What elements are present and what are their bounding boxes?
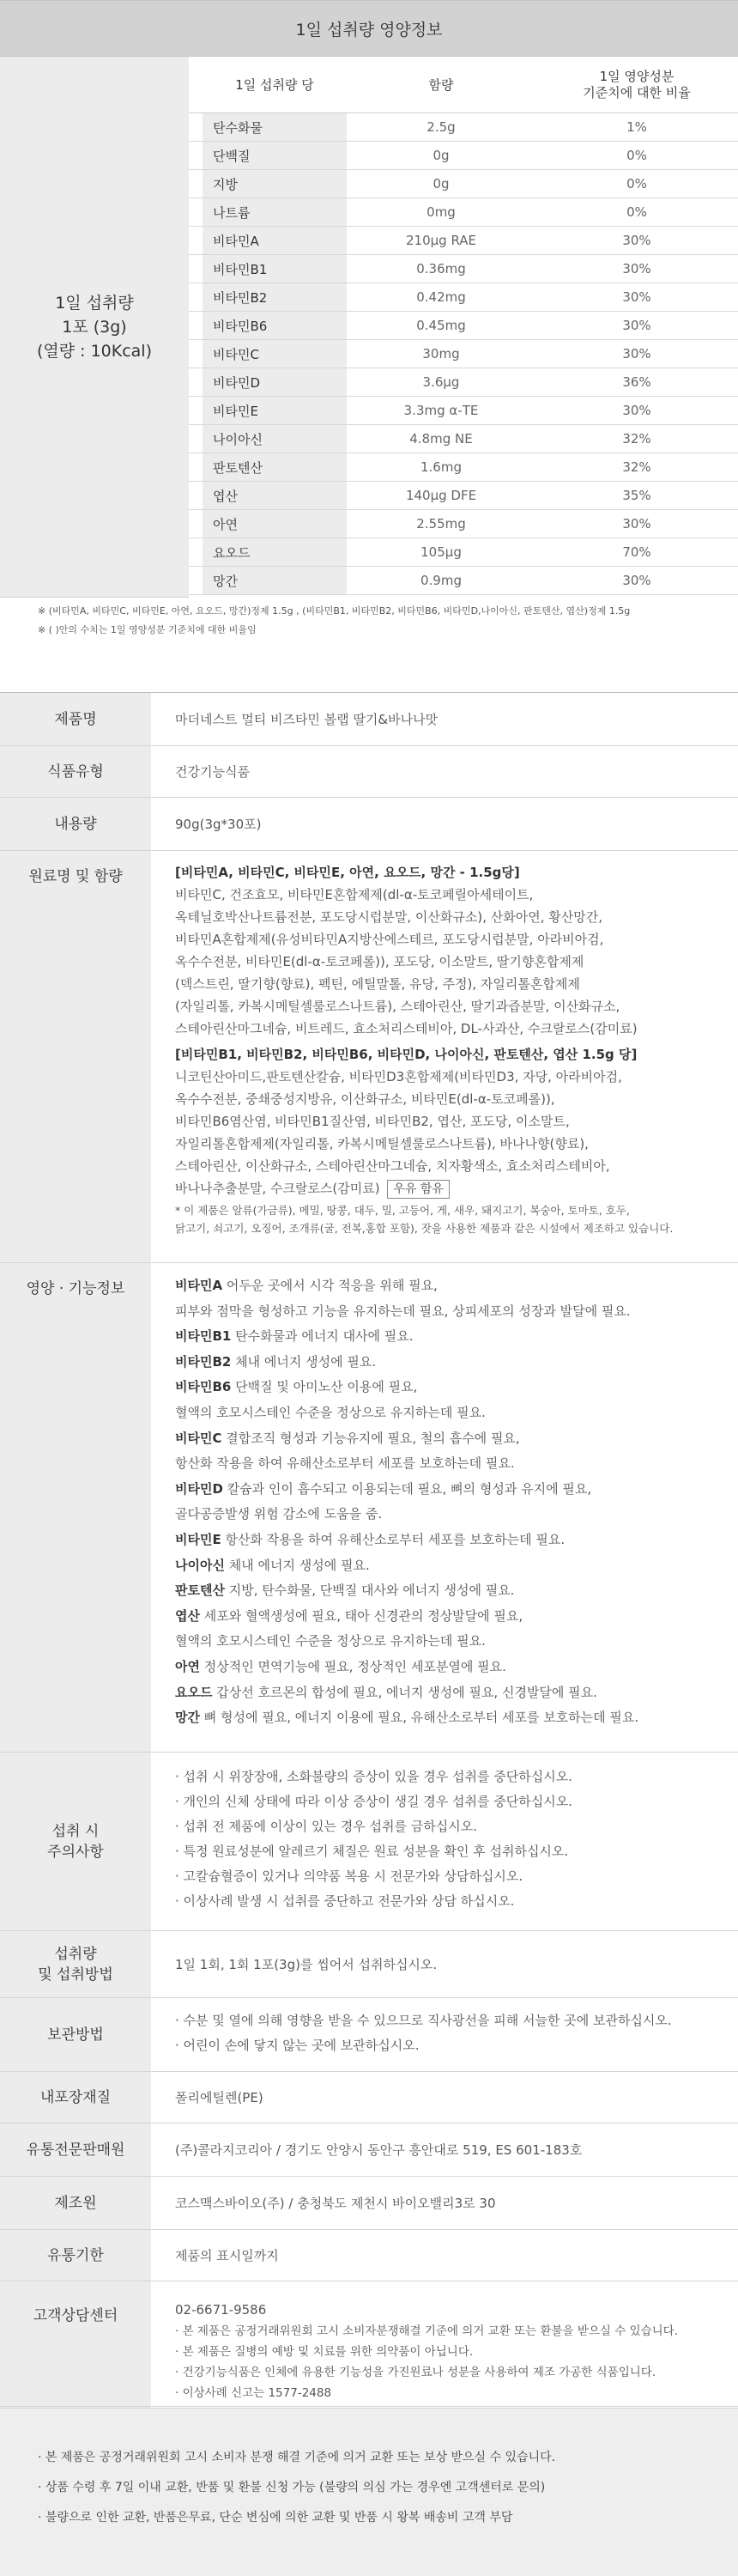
nutrient-amount: 1.6mg [420, 459, 462, 475]
header-per-serving: 1일 섭취량 당 [235, 76, 314, 93]
nutrient-ratio: 30% [622, 346, 651, 361]
function-item-nutrient: 비타민E [175, 1531, 221, 1547]
nutrient-amount: 0mg [426, 204, 456, 220]
value-storage [175, 2008, 726, 2058]
nutrient-amount: 0g [433, 176, 450, 191]
function-item [175, 1477, 726, 1503]
label-storage: 보관방법 [0, 1998, 151, 2071]
value-customer-service [175, 2299, 726, 2403]
label-method-line1: 섭취량 [54, 1945, 97, 1963]
customer-service-note: · 본 제품은 질병의 예방 및 치료를 위한 의약품이 아닙니다. [175, 2342, 726, 2362]
label-method [0, 1931, 151, 1997]
nutrient-name: 비타민A [203, 227, 347, 254]
nutrient-name: 비타민B2 [203, 283, 347, 311]
nutrient-ratio: 32% [622, 431, 651, 447]
nutrient-name: 비타민B1 [203, 255, 347, 283]
allergen-badge: 우유 함유 [387, 1180, 450, 1199]
row-ingredients [0, 851, 738, 1263]
function-item-text: 갑상선 호르몬의 합성에 필요, 에너지 생성에 필요, 신경발달에 필요. [212, 1684, 597, 1700]
nutrient-ratio: 30% [622, 318, 651, 333]
nutrient-amount: 0g [433, 148, 450, 163]
label-caution-line1: 섭취 시 [51, 1822, 100, 1840]
row-maker [0, 2177, 738, 2230]
nutrient-name: 요오드 [203, 538, 347, 566]
nutrient-name: 판토텐산 [203, 453, 347, 481]
function-item-nutrient: 엽산 [175, 1607, 200, 1624]
ingredient-line: 옥테닐호박산나트륨전분, 포도당시럽분말, 이산화규소), 산화아연, 황산망간, [175, 909, 602, 925]
customer-service-note: · 건강기능식품은 인체에 유용한 기능성을 가진원료나 성분을 사용하여 제조 가공한 식품입니다. [175, 2362, 726, 2383]
function-item [175, 1400, 726, 1426]
nutrient-amount: 0.45mg [416, 318, 466, 333]
row-product-name [0, 693, 738, 746]
function-item-text: 세포와 혈액생성에 필요, 태아 신경관의 정상발달에 필요, [199, 1607, 523, 1624]
ingredient-line: 비타민B6염산염, 비타민B1질산염, 비타민B2, 엽산, 포도당, 이소말트, [175, 1114, 570, 1129]
value-caution [175, 1765, 726, 1914]
notice-line-3: · 불량으로 인한 교환, 반품은무료, 단순 변심에 의한 교환 및 반품 시 왕복 배송비 고객 부담 [38, 2503, 738, 2533]
row-food-type [0, 746, 738, 798]
caution-item: · 고칼슘혈증이 있거나 의약품 복용 시 전문가와 상담하십시오. [175, 1864, 726, 1889]
nutrient-row [189, 198, 738, 227]
function-item-text: 항산화 작용을 하여 유해산소로부터 세포를 보호하는데 필요. [221, 1531, 566, 1547]
ingredients-group1-head: [비타민A, 비타민C, 비타민E, 아연, 요오드, 망간 - 1.5g당] [175, 865, 520, 880]
storage-item: · 어린이 손에 닿지 않는 곳에 보관하십시오. [175, 2033, 726, 2058]
value-capacity: 90g(3g*30포) [175, 817, 262, 832]
header-daily-value [535, 57, 738, 113]
nutrient-ratio: 30% [622, 233, 651, 248]
ingredient-line: (자일리톨, 카복시메틸셀룰로스나트륨), 스테아린산, 딸기과즙분말, 이산화규소, [175, 999, 620, 1014]
function-item [175, 1375, 726, 1400]
value-function [175, 1273, 726, 1731]
ingredient-line: 자일리톨혼합제제(자일리톨, 카복시메틸셀룰로스나트륨), 바나나향(향료), [175, 1136, 589, 1151]
function-item-nutrient: 비타민D [175, 1480, 223, 1497]
function-item-text: 뼈 형성에 필요, 에너지 이용에 필요, 유해산소로부터 세포를 보호하는데 필요. [199, 1710, 639, 1726]
value-packaging: 폴리에틸렌(PE) [175, 2090, 263, 2105]
value-expiry: 제품의 표시일까지 [175, 2248, 279, 2263]
value-food-type: 건강기능식품 [175, 764, 250, 780]
nutrient-row [189, 255, 738, 283]
label-capacity: 내용량 [0, 798, 151, 850]
function-item [175, 1273, 726, 1299]
allergen-note-line: 닭고기, 쇠고기, 오징어, 조개류(굴, 전복,홍합 포함), 잣을 사용한 제품과 같은 시설에서 제조하고 있습니다. [175, 1222, 674, 1235]
nutrient-amount: 3.6μg [422, 374, 460, 390]
nutrient-row [189, 142, 738, 170]
nutrient-amount: 30mg [422, 346, 460, 361]
label-method-line2: 및 섭취방법 [38, 1965, 113, 1984]
nutrient-ratio: 30% [622, 516, 651, 532]
ingredient-line: 옥수수전분, 중쇄중성지방유, 이산화규소, 비타민E(dl-α-토코페롤)), [175, 1091, 555, 1107]
function-item [175, 1324, 726, 1350]
ingredient-line: 비타민A혼합제제(유성비타민A지방산에스테르, 포도당시럽분말, 아라비아검, [175, 932, 604, 947]
nutrient-row [189, 312, 738, 340]
serving-line-1: 1일 섭취량 [55, 293, 134, 313]
notice-line-1: · 본 제품은 공정거래위원회 고시 소비자 분쟁 해결 기준에 의거 교환 또는 보상 받으실 수 있습니다. [38, 2443, 738, 2473]
nutrient-row [189, 510, 738, 538]
function-item-text: 혈액의 호모시스테인 수준을 정상으로 유지하는데 필요. [175, 1633, 486, 1649]
nutrient-ratio: 30% [622, 289, 651, 305]
nutrient-ratio: 0% [626, 148, 647, 163]
row-seller [0, 2123, 738, 2177]
function-item [175, 1680, 726, 1706]
function-item [175, 1553, 726, 1579]
nutrient-row [189, 453, 738, 482]
function-item [175, 1426, 726, 1452]
nutrient-amount: 210μg RAE [405, 233, 477, 248]
row-storage [0, 1998, 738, 2072]
nutrient-row [189, 340, 738, 368]
function-item-nutrient: 아연 [175, 1658, 200, 1674]
label-customer-service: 고객상담센터 [0, 2281, 151, 2406]
ingredient-line: 스테아린산마그네슘, 비트레드, 효소처리스테비아, DL-사과산, 수크랄로스(감미료) [175, 1021, 638, 1036]
function-item-nutrient: 나이아신 [175, 1557, 225, 1573]
nutrient-row [189, 283, 738, 312]
function-item-nutrient: 망간 [175, 1710, 200, 1726]
function-item-text: 항산화 작용을 하여 유해산소로부터 세포를 보호하는데 필요. [175, 1455, 515, 1472]
function-item [175, 1604, 726, 1630]
nutrient-ratio: 32% [622, 459, 651, 475]
row-function [0, 1263, 738, 1753]
nutrient-name: 망간 [203, 567, 347, 594]
ingredients-group2-head: [비타민B1, 비타민B2, 비타민B6, 비타민D, 나이아신, 판토텐산, 엽산 1.5g 당] [175, 1047, 638, 1062]
nutrient-amount: 0.36mg [416, 261, 466, 276]
label-product-name: 제품명 [0, 693, 151, 745]
function-item-text: 체내 에너지 생성에 필요. [224, 1557, 370, 1573]
customer-service-phone: 02-6671-9586 [175, 2302, 267, 2318]
nutrient-name: 비타민D [203, 368, 347, 396]
allergen-note-line: * 이 제품은 알류(가금류), 메밀, 땅콩, 대두, 밀, 고등어, 게, 새우, 돼지고기, 복숭아, 토마토, 호두, [175, 1204, 630, 1217]
serving-line-2: 1포 (3g) [62, 317, 127, 337]
row-method [0, 1931, 738, 1998]
header-daily-value-line2: 기준치에 대한 비율 [583, 85, 691, 100]
product-info-table [0, 692, 738, 2400]
function-item-text: 정상적인 면역기능에 필요, 정상적인 세포분열에 필요. [199, 1658, 506, 1674]
label-expiry: 유통기한 [0, 2230, 151, 2281]
value-ingredients [175, 861, 726, 1237]
nutrient-row [189, 567, 738, 595]
function-item-nutrient: 비타민B1 [175, 1328, 232, 1345]
function-item-text: 혈액의 호모시스테인 수준을 정상으로 유지하는데 필요. [175, 1404, 486, 1420]
nutrient-name: 나트륨 [203, 198, 347, 226]
nutrient-ratio: 36% [622, 374, 651, 390]
serving-line-3: (열량 : 10Kcal) [36, 341, 153, 361]
function-item [175, 1350, 726, 1376]
nutrient-amount: 2.55mg [416, 516, 466, 532]
ingredient-line: 비타민C, 건조효모, 비타민E혼합제제(dl-α-토코페릴아세테이트, [175, 887, 534, 902]
nutrient-row [189, 170, 738, 198]
nutrient-name: 비타민C [203, 340, 347, 368]
function-item-text: 칼슘과 인이 흡수되고 이용되는데 필요, 뼈의 형성과 유지에 필요, [222, 1480, 592, 1497]
customer-service-note: · 이상사례 신고는 1577-2488 [175, 2383, 726, 2403]
function-item-nutrient: 비타민C [175, 1430, 222, 1446]
nutrient-amount: 140μg DFE [405, 488, 477, 503]
ingredient-line: 니코틴산아미드,판토텐산칼슘, 비타민D3혼합제제(비타민D3, 자당, 아라비아검, [175, 1069, 622, 1084]
value-method: 1일 1회, 1회 1포(3g)를 씹어서 섭취하십시오. [175, 1957, 438, 1972]
header-daily-value-line1: 1일 영양성분 [599, 69, 674, 84]
function-item-text: 어두운 곳에서 시각 적응을 위해 필요, [222, 1278, 438, 1293]
value-seller: (주)콜라지코리아 / 경기도 안양시 동안구 흥안대로 519, ES 601-183호 [175, 2142, 583, 2158]
nutrient-row [189, 368, 738, 397]
caution-item: · 섭취 전 제품에 이상이 있는 경우 섭취를 금하십시오. [175, 1814, 726, 1839]
ingredients-group2-last: 바나나추출분말, 수크랄로스(감미료) [175, 1181, 380, 1196]
function-item-text: 단백질 및 아미노산 이용에 필요, [231, 1379, 418, 1395]
label-function: 영양 · 기능정보 [0, 1263, 151, 1752]
caution-item: · 섭취 시 위장장애, 소화불량의 증상이 있을 경우 섭취를 중단하십시오. [175, 1765, 726, 1789]
nutrient-name: 엽산 [203, 482, 347, 509]
nutrient-name: 탄수화물 [203, 113, 347, 141]
function-item-nutrient: 판토텐산 [175, 1583, 225, 1599]
function-item-nutrient: 비타민B2 [175, 1353, 232, 1370]
nutrient-ratio: 70% [622, 544, 651, 560]
nutrient-ratio: 30% [622, 261, 651, 276]
header-amount: 함량 [428, 76, 454, 93]
nutrient-amount: 0.42mg [416, 289, 466, 305]
ingredients-group2-list [175, 1066, 726, 1177]
function-item [175, 1451, 726, 1477]
nutrient-amount: 105μg [420, 544, 462, 560]
customer-service-notes [175, 2321, 726, 2403]
nutrition-table-header [189, 57, 738, 113]
label-maker: 제조원 [0, 2177, 151, 2229]
nutrient-row [189, 113, 738, 142]
nutrient-row [189, 227, 738, 255]
function-item-nutrient: 비타민B6 [175, 1379, 232, 1395]
row-expiry [0, 2230, 738, 2281]
value-product-name: 마더네스트 멀티 비즈타민 볼랩 딸기&바나나맛 [175, 712, 439, 727]
ingredients-group1-list [175, 884, 726, 1040]
label-caution-line2: 주의사항 [47, 1843, 104, 1861]
nutrition-title: 1일 섭취량 영양정보 [0, 0, 738, 57]
function-item-text: 결합조직 형성과 기능유지에 필요, 철의 흡수에 필요, [221, 1430, 520, 1446]
ingredient-line: 스테아린산, 이산화규소, 스테아린산마그네슘, 치자황색소, 효소처리스테비아, [175, 1158, 610, 1174]
nutrient-amount: 3.3mg α-TE [403, 403, 479, 418]
nutrient-ratio: 30% [622, 573, 651, 588]
storage-item: · 수분 및 열에 의해 영향을 받을 수 있으므로 직사광선을 피해 서늘한 곳에 보관하십시오. [175, 2008, 726, 2033]
customer-service-note: · 본 제품은 공정거래위원회 고시 소비자분쟁해결 기준에 의거 교환 또는 환불을 받으실 수 있습니다. [175, 2321, 726, 2342]
function-item [175, 1528, 726, 1553]
nutrient-name: 나이아신 [203, 425, 347, 453]
label-seller: 유통전문판매원 [0, 2123, 151, 2176]
nutrient-ratio: 0% [626, 204, 647, 220]
nutrient-row [189, 482, 738, 510]
function-item-text: 지방, 탄수화물, 단백질 대사와 에너지 생성에 필요. [224, 1583, 515, 1599]
return-policy-notice [0, 2408, 738, 2576]
function-item-nutrient: 비타민A [175, 1278, 223, 1293]
ingredient-line: 옥수수전분, 비타민E(dl-α-토코페롤)), 포도당, 이소말트, 딸기향혼합제제 [175, 954, 584, 969]
nutrient-amount: 0.9mg [420, 573, 462, 588]
nutrient-name: 단백질 [203, 142, 347, 169]
nutrient-name: 아연 [203, 510, 347, 538]
nutrient-row [189, 397, 738, 425]
notice-line-2: · 상품 수령 후 7일 이내 교환, 반품 및 환불 신청 가능 (불량의 의심 가는 경우엔 고객센터로 문의) [38, 2473, 738, 2503]
row-capacity [0, 798, 738, 851]
nutrition-footnote-2: ※ ( )안의 수치는 1일 영양성분 기준치에 대한 비율임 [38, 624, 257, 635]
function-item [175, 1578, 726, 1604]
function-item [175, 1655, 726, 1680]
nutrient-ratio: 30% [622, 403, 651, 418]
caution-item: · 특정 원료성분에 알레르기 체질은 원료 성분을 확인 후 섭취하십시오. [175, 1839, 726, 1864]
nutrient-name: 지방 [203, 170, 347, 197]
label-caution [0, 1753, 151, 1930]
nutrient-name: 비타민B6 [203, 312, 347, 339]
function-item-text: 탄수화물과 에너지 대사에 필요. [231, 1328, 414, 1345]
nutrient-ratio: 0% [626, 176, 647, 191]
nutrient-ratio: 1% [626, 119, 647, 135]
function-item [175, 1629, 726, 1655]
nutrient-amount: 4.8mg NE [409, 431, 473, 447]
function-item-text: 피부와 점막을 형성하고 기능을 유지하는데 필요, 상피세포의 성장과 발달에 필요. [175, 1303, 631, 1319]
row-caution [0, 1753, 738, 1931]
function-item [175, 1502, 726, 1528]
label-packaging: 내포장재질 [0, 2072, 151, 2123]
function-item [175, 1299, 726, 1325]
nutrient-row [189, 538, 738, 567]
nutrition-footnote-1: ※ (비타민A, 비타민C, 비타민E, 아연, 요오드, 망간)정제 1.5g , (비타민B1, 비타민B2, 비타민B6, 비타민D,나이아신, 판토텐산, 엽산)정제 1.5g [38, 605, 631, 617]
nutrient-ratio: 35% [622, 488, 651, 503]
label-ingredients: 원료명 및 함량 [0, 851, 151, 1262]
caution-item: · 이상사례 발생 시 섭취를 중단하고 전문가와 상담 하십시오. [175, 1889, 726, 1914]
nutrient-amount: 2.5g [426, 119, 456, 135]
function-item-text: 체내 에너지 생성에 필요. [231, 1353, 377, 1370]
nutrient-row [189, 425, 738, 453]
caution-item: · 개인의 신체 상태에 따라 이상 증상이 생길 경우 섭취를 중단하십시오. [175, 1789, 726, 1814]
serving-size-cell [0, 57, 189, 598]
allergen-note [175, 1201, 726, 1237]
row-customer-service [0, 2281, 738, 2407]
function-item-text: 골다공증발생 위험 감소에 도움을 줌. [175, 1506, 383, 1522]
ingredient-line: (덱스트린, 딸기향(향료), 펙틴, 에틸말톨, 유당, 주정), 자일리톨혼합제제 [175, 976, 580, 992]
nutrient-name: 비타민E [203, 397, 347, 424]
value-maker: 코스맥스바이오(주) / 충청북도 제천시 바이오밸리3로 30 [175, 2196, 496, 2211]
function-item-nutrient: 요오드 [175, 1684, 213, 1700]
function-item [175, 1705, 726, 1731]
label-food-type: 식품유형 [0, 746, 151, 797]
row-packaging [0, 2072, 738, 2123]
ingredients-group2-last-line [175, 1177, 726, 1200]
